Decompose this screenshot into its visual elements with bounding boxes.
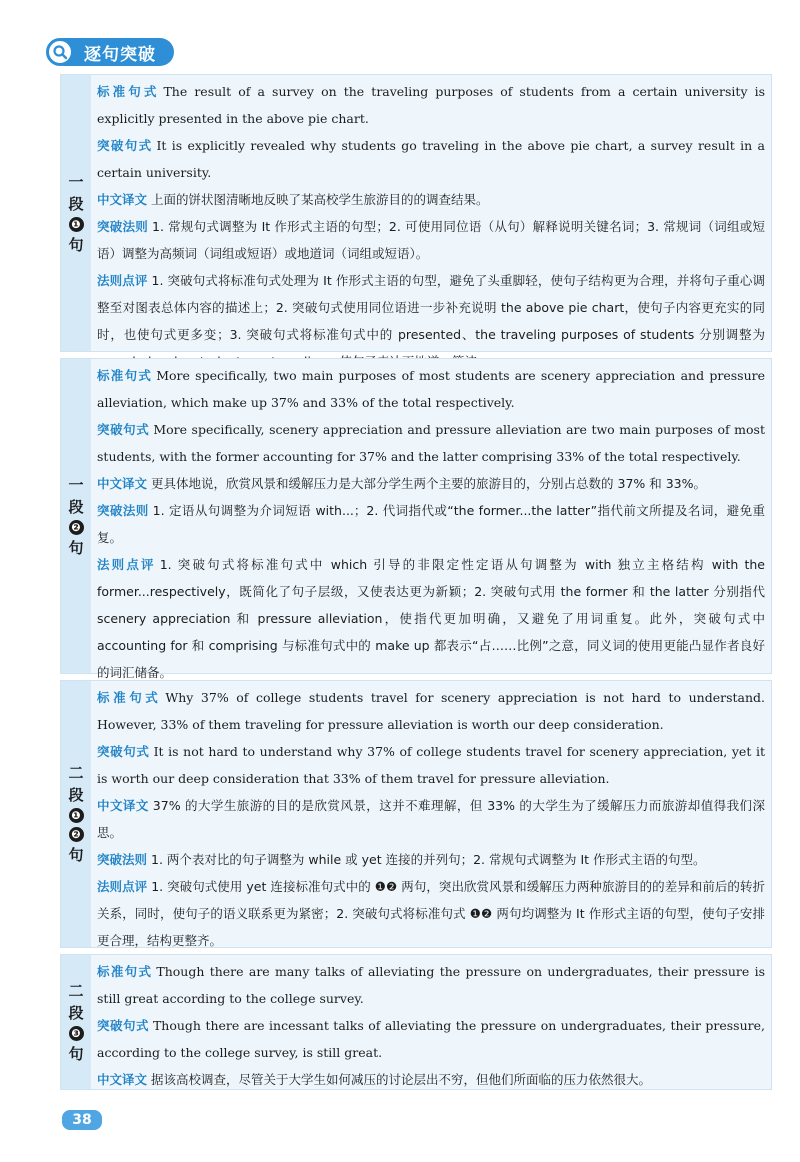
chinese-translation: 中文译文 37% 的大学生旅游的目的是欣赏风景，这并不难理解，但 33% 的大学生为了缓解压力而旅游却值得我们深思。 (97, 798, 765, 840)
block-side-label: 一 段 ❷ 句 (61, 359, 91, 673)
section-title: 逐句突破 (84, 44, 156, 65)
chinese-translation: 中文译文 据该高校调查，尽管关于大学生如何减压的讨论层出不穷，但他们所面临的压力依然很大。 (97, 1072, 652, 1087)
sentence-block-1 (60, 74, 772, 352)
standard-sentence: 标准句式 The result of a survey on the traveling purposes of students from a certain university is explicitly presented in the above pie chart. (97, 84, 765, 126)
rule-comment: 法则点评 1. 突破句式将标准句式处理为 It 作形式主语的句型，避免了头重脚轻，使句子结构更为合理，并将句子重心调整至对图表总体内容的描述上；2. 突破句式使用同位语进一步补充说明 the above pie chart，使句子内容更充实的同时，也使句式更多变；3. 突破句式将标准句式中的 presented、the traveling purposes of students 分别调整为 (97, 273, 765, 342)
standard-sentence: 标准句式 Though there are many talks of alleviating the pressure on undergraduates, their pressure is still great according to the college survey. (97, 964, 765, 1006)
breakthrough-rule: 突破法则 1. 定语从句调整为介词短语 with...；2. 代词指代或“the former...the latter”指代前文所提及名词，避免重复。 (97, 503, 765, 545)
breakthrough-sentence: 突破句式 It is not hard to understand why 37% of college students travel for scenery appreciation, yet it is worth our deep consideration that 33% of them travel for pressure alleviation. (97, 744, 765, 786)
rule-comment: 法则点评 1. 突破句式使用 yet 连接标准句式中的 ❶❷ 两句，突出欣赏风景和缓解压力两种旅游目的的差异和前后的转折关系，同时，使句子的语义联系更为紧密；2. 突破句式将标准句式 ❶❷ 两句均调整为 It 作形式主语的句型，使句子安排更合理，结构更整齐。 (97, 879, 765, 948)
block-side-label: 一 段 ❶ 句 (61, 75, 91, 351)
breakthrough-rule: 突破法则 1. 常规句式调整为 It 作形式主语的句型；2. 可使用同位语（从句）解释说明关键名词；3. 常规词（词组或短语）调整为高频词（词组或短语）或地道词（词组或短语）。 (97, 219, 765, 261)
magnifier-icon (46, 38, 74, 66)
page-number: 38 (62, 1110, 102, 1130)
rule-comment: 法则点评 1. 突破句式将标准句式中 which 引导的非限定性定语从句调整为 with 独立主格结构 with the former...respectively，既简化了句子层级，又使表达更为新颖；2. 突破句式用 the former 和 the latter 分别指代 scenery appreciation 和 pressure alleviation，使指代更加明确，又避免了用词重复。此外，突破句式中 accounting for 和 comprising 与标准句式中的 make up 都表示“占……比例”之意，同义词的使用更能凸显作者良好的词汇储备。 (97, 557, 765, 680)
breakthrough-sentence: 突破句式 More specifically, scenery appreciation and pressure alleviation are two main purposes of most students, with the former accounting for 37% and the latter comprising 33% of the total respectively. (97, 422, 765, 464)
sentence-block-4 (60, 954, 772, 1090)
sentence-block-3 (60, 680, 772, 948)
block-side-label: 二 段 ❶ ❷ 句 (61, 681, 91, 947)
breakthrough-rule: 突破法则 1. 两个表对比的句子调整为 while 或 yet 连接的并列句；2. 常规句式调整为 It 作形式主语的句型。 (97, 852, 706, 867)
breakthrough-sentence: 突破句式 Though there are incessant talks of alleviating the pressure on undergraduates, their pressure, according to the college survey, is still great. (97, 1018, 765, 1060)
section-header (50, 38, 174, 66)
chinese-translation: 中文译文 上面的饼状图清晰地反映了某高校学生旅游目的的调查结果。 (97, 192, 489, 207)
sentence-block-2 (60, 358, 772, 680)
standard-sentence: 标准句式 Why 37% of college students travel for scenery appreciation is not hard to understand. However, 33% of them traveling for pressure alleviation is worth our deep consideration. (97, 690, 765, 732)
standard-sentence: 标准句式 More specifically, two main purposes of most students are scenery appreciation and pressure alleviation, which make up 37% and 33% of the total respectively. (97, 368, 765, 410)
breakthrough-sentence: 突破句式 It is explicitly revealed why students go traveling in the above pie chart, a survey result in a certain university. (97, 138, 765, 180)
chinese-translation: 中文译文 更具体地说，欣赏风景和缓解压力是大部分学生两个主要的旅游目的，分别占总数的 37% 和 33%。 (97, 476, 707, 491)
block-side-label: 二 段 ❸ 句 (61, 955, 91, 1089)
